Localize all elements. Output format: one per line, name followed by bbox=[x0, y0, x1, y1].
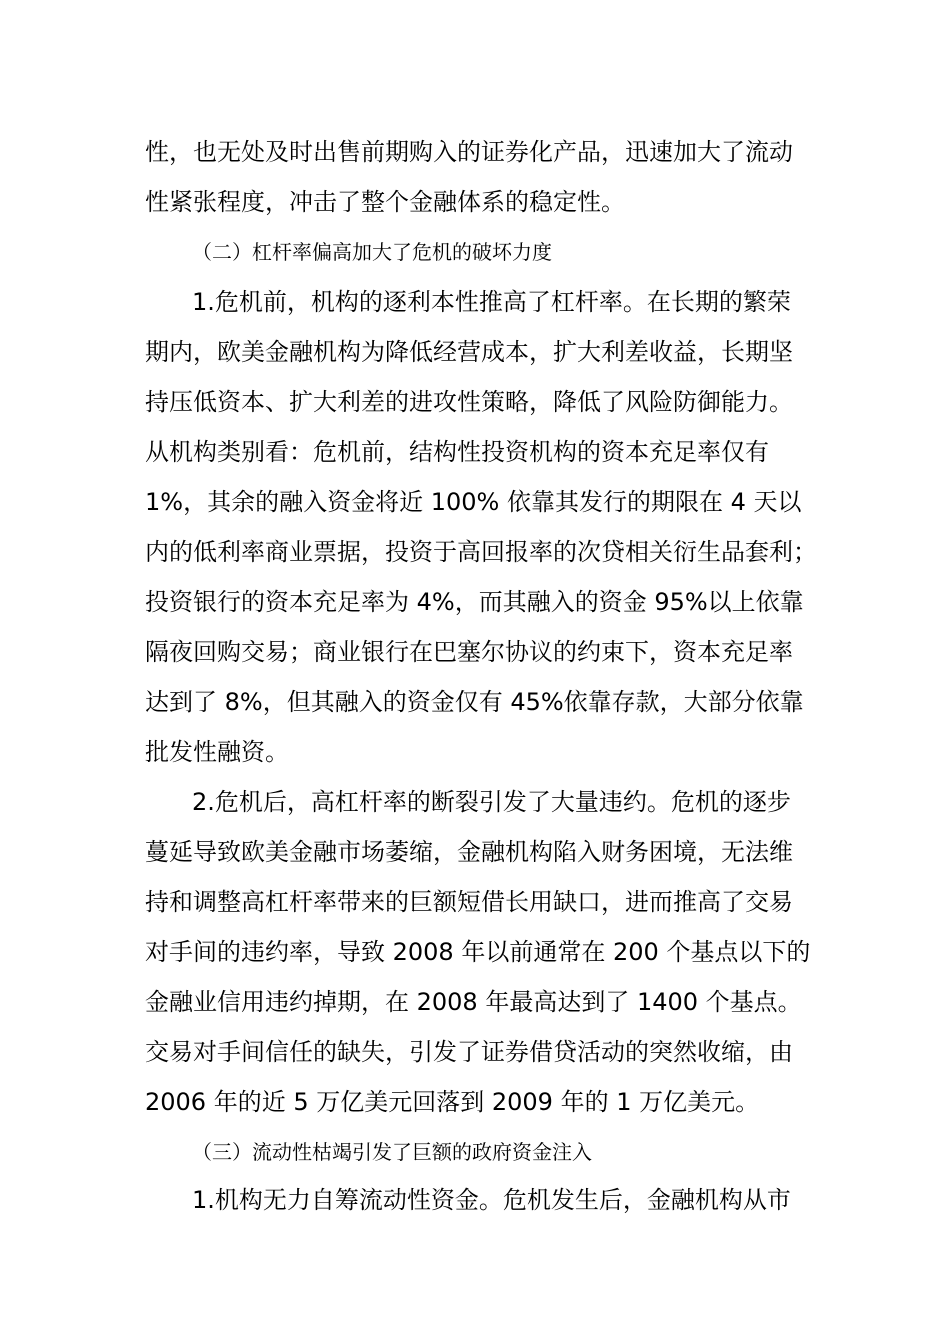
paragraph-start: 1.机构无力自筹流动性资金。危机发生后，金融机构从市 bbox=[192, 1186, 791, 1214]
text-line: 性紧张程度，冲击了整个金融体系的稳定性。 bbox=[145, 188, 625, 216]
text-line: 对手间的违约率，导致 2008 年以前通常在 200 个基点以下的 bbox=[145, 938, 811, 966]
text-line: 蔓延导致欧美金融市场萎缩，金融机构陷入财务困境，无法维 bbox=[145, 838, 793, 866]
section-heading: （三）流动性枯竭引发了巨额的政府资金注入 bbox=[192, 1140, 592, 1164]
text-line: 金融业信用违约掉期，在 2008 年最高达到了 1400 个基点。 bbox=[145, 988, 802, 1016]
paragraph-start: 2.危机后，高杠杆率的断裂引发了大量违约。危机的逐步 bbox=[192, 788, 791, 816]
text-line: 达到了 8%，但其融入的资金仅有 45%依靠存款，大部分依靠 bbox=[145, 688, 804, 716]
text-line: 隔夜回购交易；商业银行在巴塞尔协议的约束下，资本充足率 bbox=[145, 638, 793, 666]
text-line: 投资银行的资本充足率为 4%，而其融入的资金 95%以上依靠 bbox=[145, 588, 804, 616]
section-heading: （二）杠杆率偏高加大了危机的破坏力度 bbox=[192, 240, 552, 264]
text-line: 性，也无处及时出售前期购入的证券化产品，迅速加大了流动 bbox=[145, 138, 793, 166]
text-line: 交易对手间信任的缺失，引发了证券借贷活动的突然收缩，由 bbox=[145, 1038, 793, 1066]
text-line: 1%，其余的融入资金将近 100% 依靠其发行的期限在 4 天以 bbox=[145, 488, 802, 516]
text-line: 期内，欧美金融机构为降低经营成本，扩大利差收益，长期坚 bbox=[145, 338, 793, 366]
paragraph-start: 1.危机前，机构的逐利本性推高了杠杆率。在长期的繁荣 bbox=[192, 288, 791, 316]
text-line: 2006 年的近 5 万亿美元回落到 2009 年的 1 万亿美元。 bbox=[145, 1088, 760, 1116]
text-line: 持压低资本、扩大利差的进攻性策略，降低了风险防御能力。 bbox=[145, 388, 793, 416]
text-line: 从机构类别看：危机前，结构性投资机构的资本充足率仅有 bbox=[145, 438, 769, 466]
text-line: 内的低利率商业票据，投资于高回报率的次贷相关衍生品套利； bbox=[145, 538, 817, 566]
text-line: 持和调整高杠杆率带来的巨额短借长用缺口，进而推高了交易 bbox=[145, 888, 793, 916]
text-line: 批发性融资。 bbox=[145, 738, 289, 766]
